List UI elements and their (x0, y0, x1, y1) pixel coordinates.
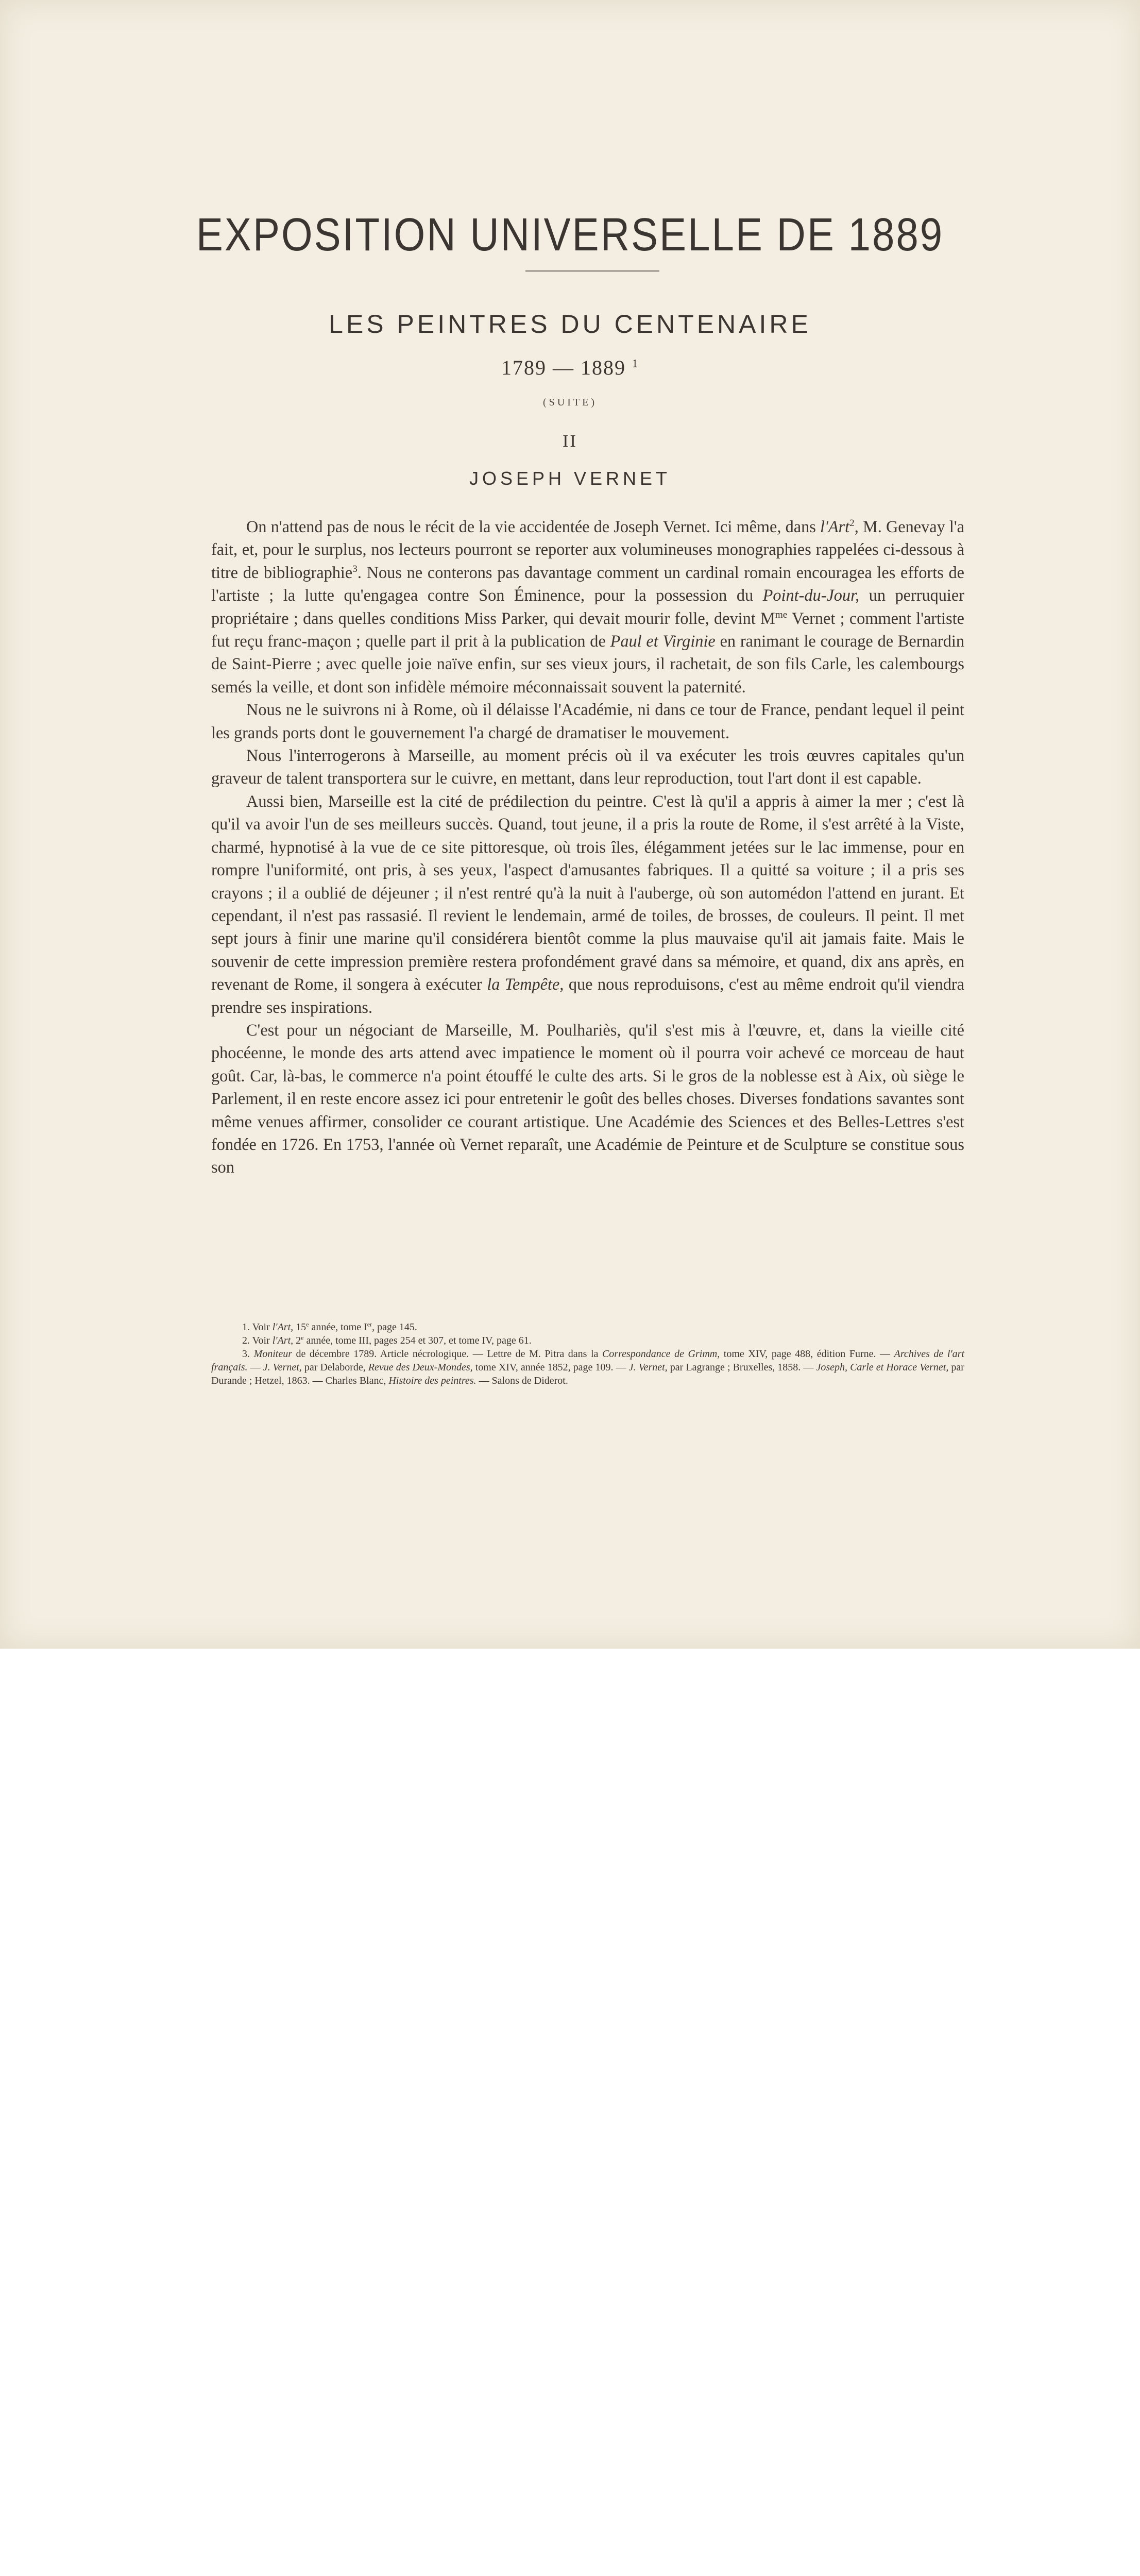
footnote: 3. Moniteur de décembre 1789. Article nécrologique. — Lettre de M. Pitra dans la Correspondance de Grimm, tome XIV, page 488, édition Furne. — Archives de l'art français. — J. Vernet, par Delaborde, Revue des Deux-Mondes, tome XIV, année 1852, page 109. — J. Vernet, par Lagrange ; Bruxelles, 1858. — Joseph, Carle et Horace Vernet, par Durande ; Hetzel, 1863. — Charles Blanc, Histoire des peintres. — Salons de Diderot. (211, 1348, 965, 1386)
article-subtitle: LES PEINTRES DU CENTENAIRE (329, 310, 811, 338)
footnote: 2. Voir l'Art, 2e année, tome III, pages 254 et 307, et tome IV, page 61. (242, 1334, 532, 1346)
footnote-ref: 3 (352, 564, 358, 575)
paragraph: On n'attend pas de nous le récit de la vie accidentée de Joseph Vernet. Ici même, dans l'Art$^2$, M. Genevay l'a fait, et, pour le surplus, nos lecteurs pourront se reporter aux volumineuses monographies rappelées ci-dessous à titre de bibliographie$^3$. Nous ne conterons pas davantage comment un cardinal romain encouragea les efforts de l'artiste ; la lutte qu'engagea contre Son Éminence, pour la possession du Point-du-Jour, un perruquier propriétaire ; dans quelles conditions Miss Parker, qui devait mourir folle, devint $M^{me}$ Vernet ; comment l'artiste fut reçu franc-maçon ; quelle part il prit à la publication de Paul et Virginie en ranimant le courage de Bernardin de Saint-Pierre ; avec quelle joie naïve enfin, sur ses vieux jours, il rachetait, de son fils Carle, les calembourgs semés la veille, et dont son infidèle mémoire méconnaissait souvent la paternité. (211, 517, 964, 696)
date-range-text: 1789 — 1889 (501, 356, 626, 379)
footer-bar (0, 1649, 1140, 1720)
title-divider (525, 270, 659, 272)
date-range (0, 355, 1140, 380)
section-title: JOSEPH VERNET (469, 468, 671, 489)
paragraph: Nous l'interrogerons à Marseille, au moment précis où il va exécuter les trois œuvres capitales qu'un graveur de talent transportera sur le cuivre, en mettant, dans leur reproduction, tout l'art dont il est capable. (211, 746, 964, 788)
paragraph: C'est pour un négociant de Marseille, M. Poulhariès, qu'il s'est mis à l'œuvre, et, dans la vieille cité phocéenne, le monde des arts attend avec impatience le moment où il pourra voir achevé ce morceau de haut goût. Car, là-bas, le commerce n'a point étouffé le culte des arts. Si le gros de la noblesse est à Aix, où siège le Parlement, il en reste encore assez ici pour entretenir le goût des belles choses. Diverses fondations savantes sont même venues affirmer, consolider ce courant artistique. Une Académie des Sciences et des Belles-Lettres s'est fondée en 1726. En 1753, l'année où Vernet reparaît, une Académie de Peinture et de Sculpture se constitue sous son (211, 1020, 964, 1177)
footnotes (211, 1320, 964, 1387)
footnote-ref: 2 (849, 518, 855, 529)
suite-label: (SUITE) (543, 397, 597, 408)
paragraph: Nous ne le suivrons ni à Rome, où il délaisse l'Académie, ni dans ce tour de France, pendant lequel il peint les grands ports dont le gouvernement l'a chargé de dramatiser le mouvement. (211, 700, 964, 742)
footnote-ref: 1 (632, 357, 639, 370)
page-title: EXPOSITION UNIVERSELLE DE 1889 (196, 208, 944, 261)
footnote: 1. Voir l'Art, 15e année, tome Ier, page 145. (242, 1320, 417, 1333)
section-number: II (563, 432, 577, 451)
paragraph: Aussi bien, Marseille est la cité de prédilection du peintre. C'est là qu'il a appris à aimer la mer ; c'est là qu'il va avoir l'un de ses meilleurs succès. Quand, tout jeune, il a pris la route de Rome, il s'est arrêté à la Viste, charmé, hypnotisé à la vue de ce site pittoresque, où trois îles, élégamment jetées sur le lac immense, pour en rompre l'uniformité, ont pris, à ses yeux, l'aspect d'amusantes fabriques. Il a quitté sa voiture ; il a pris ses crayons ; il a oublié de déjeuner ; il n'est rentré qu'à la nuit à l'auberge, où son automédon l'attend en jurant. Et cependant, il n'est pas rassasié. Il revient le lendemain, armé de toiles, de brosses, de couleurs. Il peint. Il met sept jours à finir une marine qu'il considérera bientôt comme la plus mauvaise qu'il ait jamais faite. Mais le souvenir de cette impression première restera profondément gravé dans sa mémoire, et quand, dix ans après, en revenant de Rome, il songera à exécuter la Tempête, que nous reproduisons, c'est au même endroit qu'il viendra prendre ses inspirations. (211, 791, 964, 1016)
article-body (211, 515, 964, 1179)
